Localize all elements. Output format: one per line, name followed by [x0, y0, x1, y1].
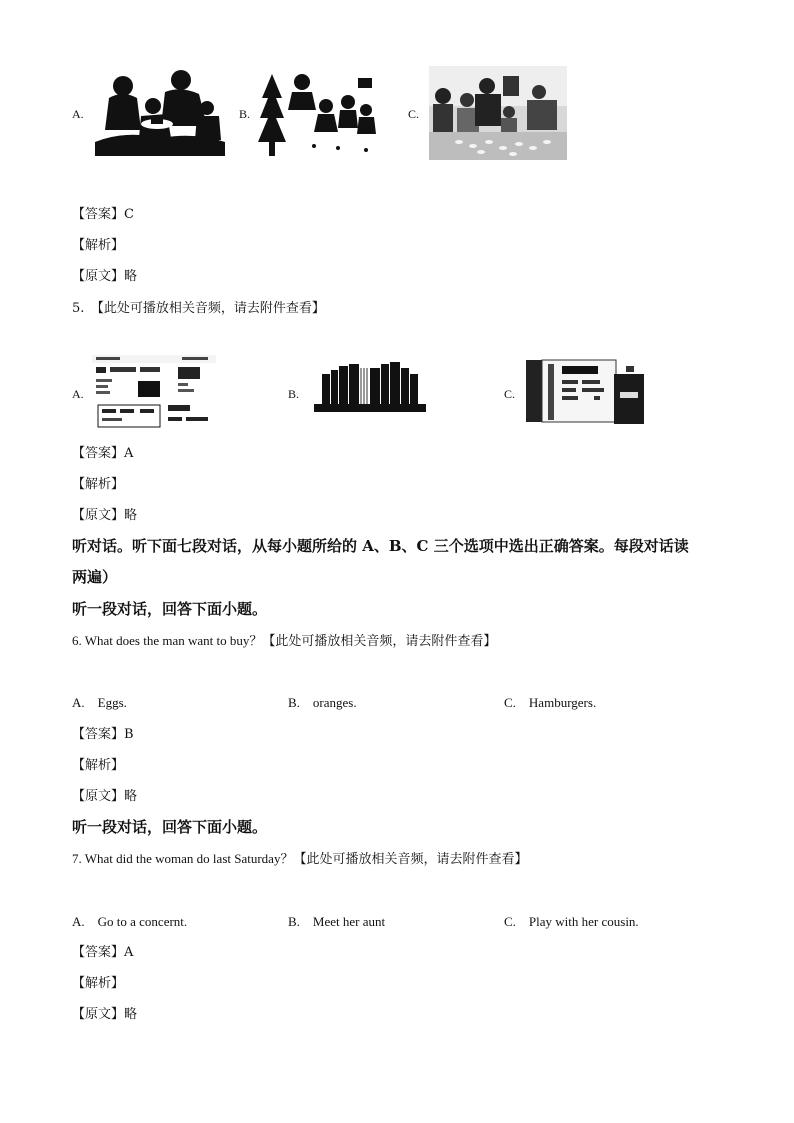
- q5-analysis-line: [72, 473, 124, 492]
- q4-option-b-letter: B.: [239, 107, 251, 121]
- section-instruction-line2: 两遍）: [72, 568, 118, 586]
- q5-original-line: [72, 504, 137, 523]
- original-value: 略: [124, 1007, 138, 1022]
- answer-value: A: [124, 446, 134, 461]
- analysis-label: 【解析】: [72, 976, 125, 991]
- q4-answer-line: [72, 203, 134, 222]
- analysis-label: 【解析】: [72, 758, 125, 773]
- q7-option-c: C. Play with her cousin.: [504, 914, 639, 929]
- q6-option-a: A. Eggs.: [72, 695, 127, 710]
- q4-analysis-line: [72, 234, 124, 253]
- q7-option-a: A. Go to a concernt.: [72, 914, 188, 929]
- answer-value: B: [124, 727, 134, 742]
- q6-answer-line: [72, 723, 134, 742]
- q6-original-line: [72, 785, 137, 804]
- original-value: 略: [124, 789, 138, 804]
- q6-heading: 听一段对话，回答下面小题。: [72, 600, 268, 618]
- answer-value: A: [124, 945, 134, 960]
- original-label: 【原文】: [72, 508, 125, 523]
- analysis-label: 【解析】: [72, 477, 125, 492]
- q5-prompt: 5. 【此处可播放相关音频，请去附件查看】: [72, 301, 325, 316]
- family-making-dumplings-photo-image: [429, 66, 567, 160]
- q5-option-a-letter: A.: [72, 387, 84, 401]
- answer-label: 【答案】: [72, 945, 125, 960]
- flight-ticket-app-screenshot-image: [92, 355, 216, 431]
- q7-heading: 听一段对话，回答下面小题。: [72, 818, 268, 836]
- q6-option-c: C. Hamburgers.: [504, 695, 597, 710]
- original-value: 略: [124, 269, 138, 284]
- books-on-shelf-silhouette-image: [310, 360, 430, 416]
- q4-option-c-letter: C.: [408, 107, 420, 121]
- original-label: 【原文】: [72, 1007, 125, 1022]
- movie-ticket-photo-image: [526, 358, 644, 424]
- q7-question: 7. What did the woman do last Saturday？【此处可播放相关音频，请去附件查看】: [72, 851, 528, 866]
- q7-answer-line: [72, 941, 133, 960]
- q4-option-a-letter: A.: [72, 107, 84, 121]
- answer-label: 【答案】: [72, 446, 125, 461]
- original-label: 【原文】: [72, 789, 125, 804]
- q7-original-line: [72, 1003, 137, 1022]
- q5-answer-line: [72, 442, 133, 461]
- children-playing-by-tree-image: [258, 70, 380, 158]
- q5-option-b-letter: B.: [288, 387, 300, 401]
- q6-option-b: B. oranges.: [288, 695, 357, 710]
- answer-label: 【答案】: [72, 207, 125, 222]
- q7-analysis-line: [72, 972, 124, 991]
- q6-question: 6. What does the man want to buy？【此处可播放相关音频，请去附件查看】: [72, 633, 497, 648]
- q5-option-c-letter: C.: [504, 387, 516, 401]
- q6-analysis-line: [72, 754, 124, 773]
- q4-original-line: [72, 265, 137, 284]
- q7-option-b: B. Meet her aunt: [288, 914, 386, 929]
- analysis-label: 【解析】: [72, 238, 125, 253]
- answer-label: 【答案】: [72, 727, 125, 742]
- answer-value: C: [124, 207, 134, 222]
- original-value: 略: [124, 508, 138, 523]
- family-picnic-silhouette-image: [95, 68, 225, 156]
- original-label: 【原文】: [72, 269, 125, 284]
- section-instruction-line1: 听对话。听下面七段对话，从每小题所给的 A、B、C 三个选项中选出正确答案。每段对话读: [72, 537, 689, 555]
